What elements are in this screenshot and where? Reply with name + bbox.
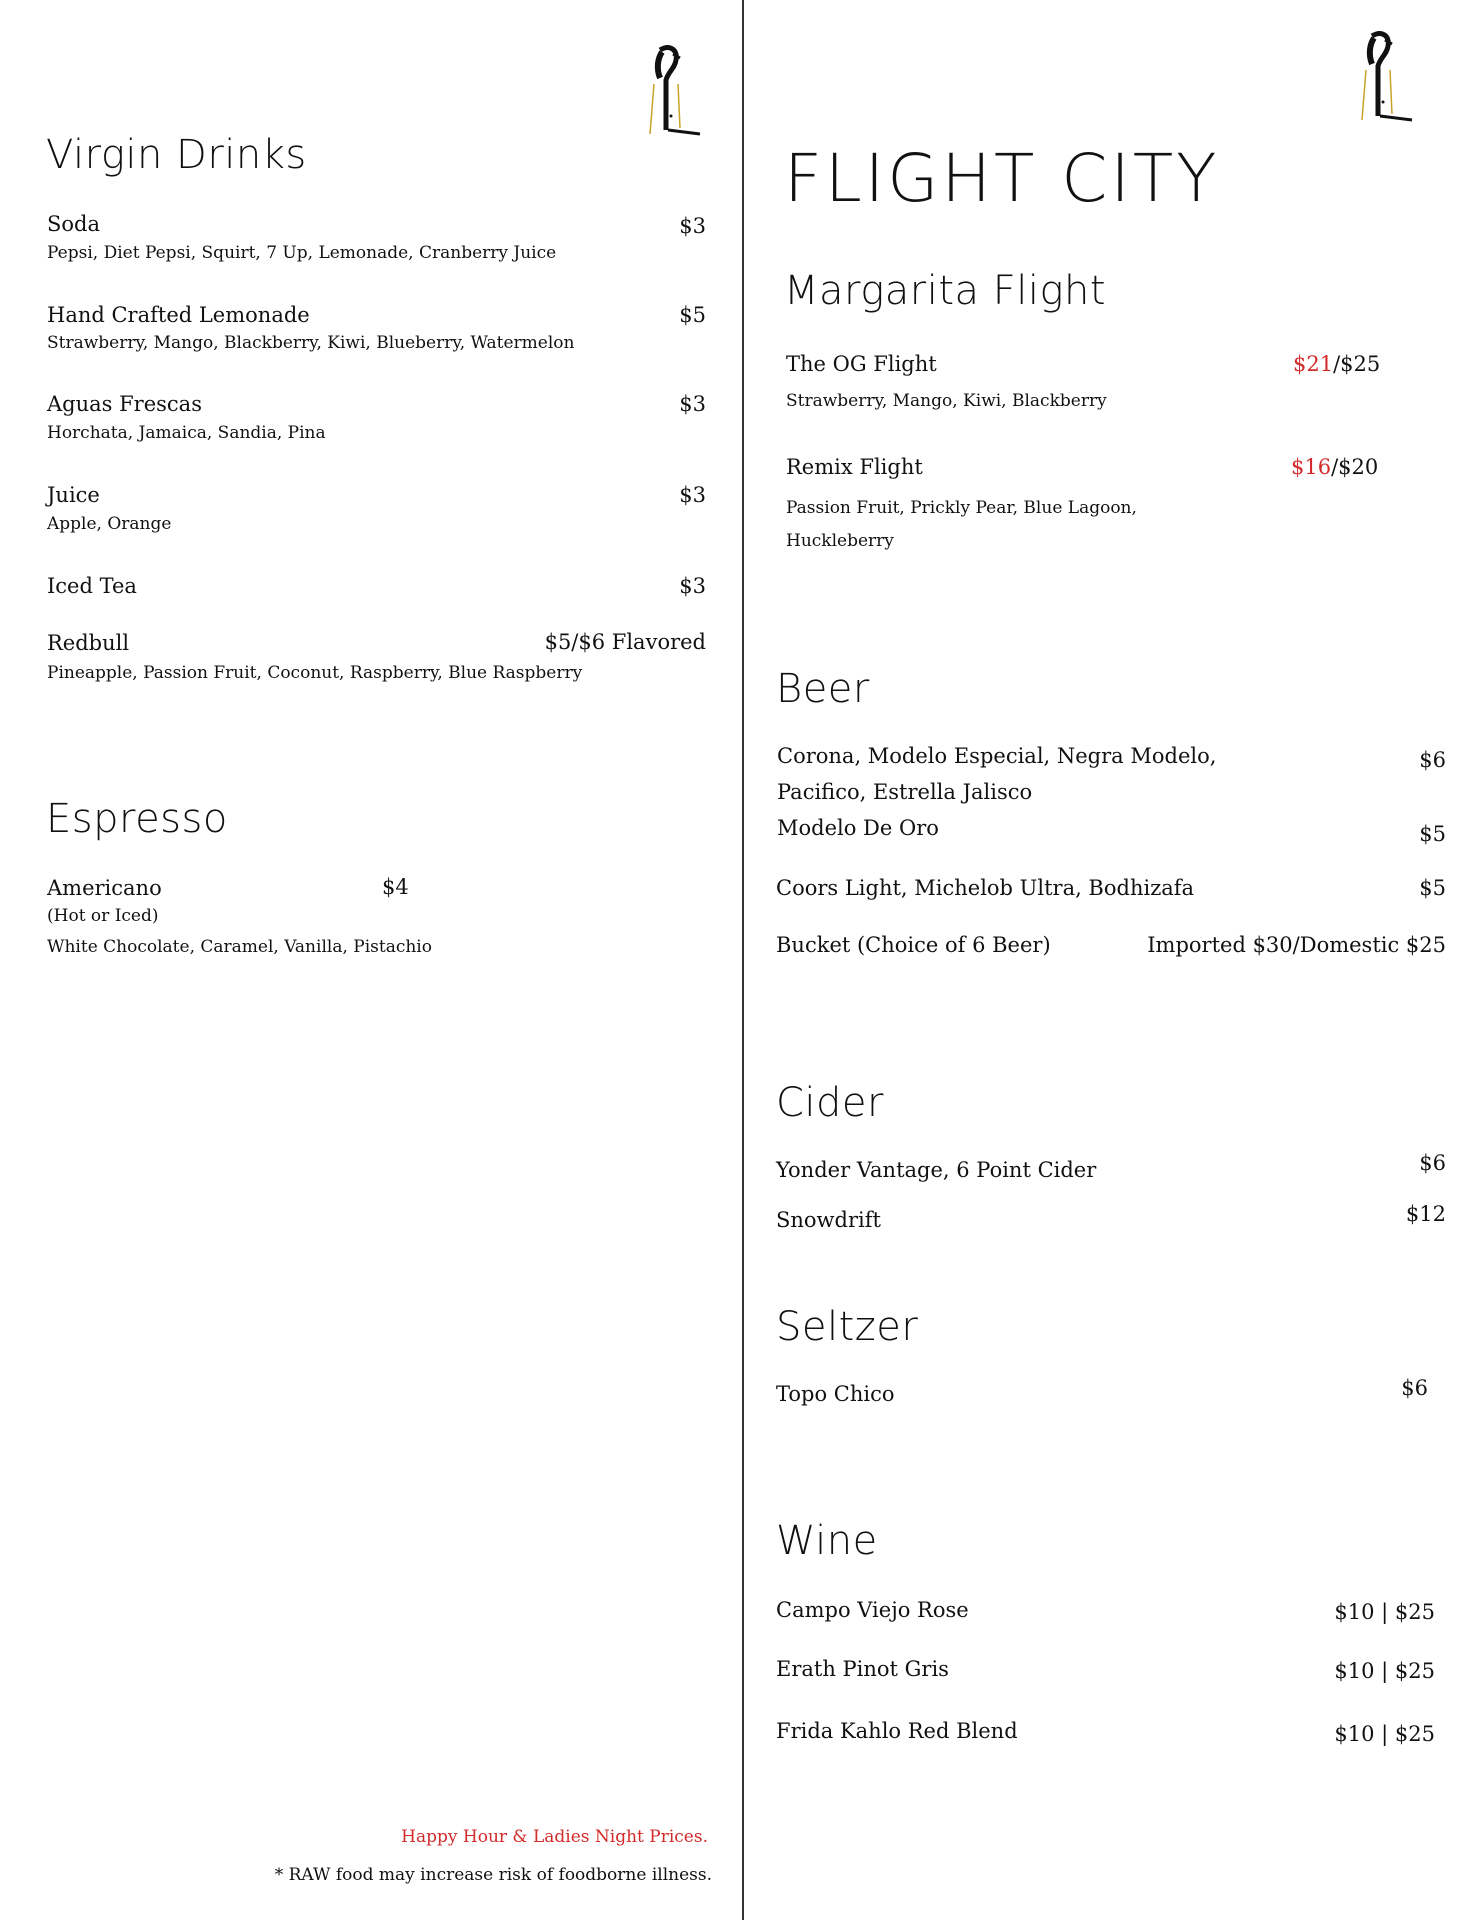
menu-item-price: $10 | $25: [1334, 1600, 1435, 1624]
wine-title: Wine: [776, 1518, 878, 1564]
menu-item-price: $6: [1401, 1376, 1428, 1400]
menu-item-price: $3: [679, 483, 706, 507]
menu-item-name: Juice: [47, 483, 100, 507]
menu-item-desc: White Chocolate, Caramel, Vanilla, Pistachio: [47, 937, 432, 957]
menu-item-desc: Pineapple, Passion Fruit, Coconut, Raspberry, Blue Raspberry: [47, 663, 583, 683]
margarita-flight-title: Margarita Flight: [784, 268, 1107, 314]
menu-item-name: Redbull: [47, 631, 130, 655]
menu-item-price: Imported $30/Domestic $25: [1147, 933, 1446, 957]
menu-item-price: $3: [679, 574, 706, 598]
menu-item-name: Coors Light, Michelob Ultra, Bodhizafa: [776, 876, 1195, 900]
menu-item-name: Snowdrift: [776, 1208, 881, 1232]
menu-item-name: Pacifico, Estrella Jalisco: [777, 780, 1033, 804]
menu-item-name: Remix Flight: [786, 455, 923, 479]
menu-item-name: Frida Kahlo Red Blend: [776, 1719, 1018, 1743]
seltzer-title: Seltzer: [776, 1304, 919, 1350]
menu-item-name: Soda: [47, 212, 100, 236]
menu-item-name: Erath Pinot Gris: [776, 1657, 949, 1681]
menu-item-price: $6: [1419, 748, 1446, 772]
regular-price: /$25: [1333, 352, 1381, 376]
page-title: FLIGHT CITY: [784, 140, 1220, 217]
menu-item-name: Campo Viejo Rose: [776, 1598, 969, 1622]
menu-item-price: $5: [679, 303, 706, 327]
raw-food-note: * RAW food may increase risk of foodborne illness.: [274, 1865, 712, 1885]
menu-item-price: $4: [382, 875, 409, 899]
menu-item-name: Hand Crafted Lemonade: [47, 303, 310, 327]
espresso-title: Espresso: [46, 796, 228, 842]
menu-item-name: Topo Chico: [776, 1382, 895, 1406]
menu-item-name: Aguas Frescas: [47, 392, 202, 416]
regular-price: /$20: [1331, 455, 1379, 479]
menu-item-price: $12: [1405, 1202, 1446, 1226]
menu-item-price: $10 | $25: [1334, 1722, 1435, 1746]
menu-item-desc: (Hot or Iced): [47, 906, 159, 926]
menu-item-price: $5: [1419, 876, 1446, 900]
menu-item-desc: Pepsi, Diet Pepsi, Squirt, 7 Up, Lemonade, Cranberry Juice: [47, 243, 557, 263]
page-divider: [742, 0, 744, 1920]
menu-item-price: $6: [1419, 1151, 1446, 1175]
cider-title: Cider: [776, 1080, 884, 1126]
menu-item-name: Iced Tea: [47, 574, 137, 598]
special-price: $21: [1293, 352, 1334, 376]
menu-item-desc: Passion Fruit, Prickly Pear, Blue Lagoon,: [786, 498, 1137, 518]
menu-item-name: The OG Flight: [786, 352, 937, 376]
virgin-drinks-title: Virgin Drinks: [46, 132, 307, 178]
menu-item-price: $3: [679, 392, 706, 416]
special-price: $16: [1291, 455, 1332, 479]
menu-item-desc: Huckleberry: [786, 531, 894, 551]
menu-item-price: $10 | $25: [1334, 1659, 1435, 1683]
menu-item-name: Corona, Modelo Especial, Negra Modelo,: [777, 744, 1217, 768]
happy-hour-note: Happy Hour & Ladies Night Prices.: [401, 1827, 708, 1847]
beer-title: Beer: [776, 666, 870, 712]
menu-item-name: Bucket (Choice of 6 Beer): [776, 933, 1051, 957]
menu-item-desc: Horchata, Jamaica, Sandia, Pina: [47, 423, 326, 443]
menu-item-price: $5/$6 Flavored: [544, 630, 706, 654]
menu-item-name: Yonder Vantage, 6 Point Cider: [776, 1158, 1097, 1182]
menu-item-name: Americano: [47, 876, 162, 900]
menu-item-desc: Strawberry, Mango, Blackberry, Kiwi, Blueberry, Watermelon: [47, 333, 575, 353]
menu-item-desc: Apple, Orange: [47, 514, 172, 534]
menu-item-desc: Strawberry, Mango, Kiwi, Blackberry: [786, 391, 1107, 411]
menu-item-price: $3: [679, 214, 706, 238]
bird-logo-icon: [1352, 30, 1418, 130]
menu-item-price: $5: [1419, 822, 1446, 846]
bird-logo-icon: [640, 44, 706, 144]
menu-item-name: Modelo De Oro: [777, 816, 939, 840]
menu-item-price: [1293, 352, 1380, 376]
menu-item-price: [1291, 455, 1378, 479]
